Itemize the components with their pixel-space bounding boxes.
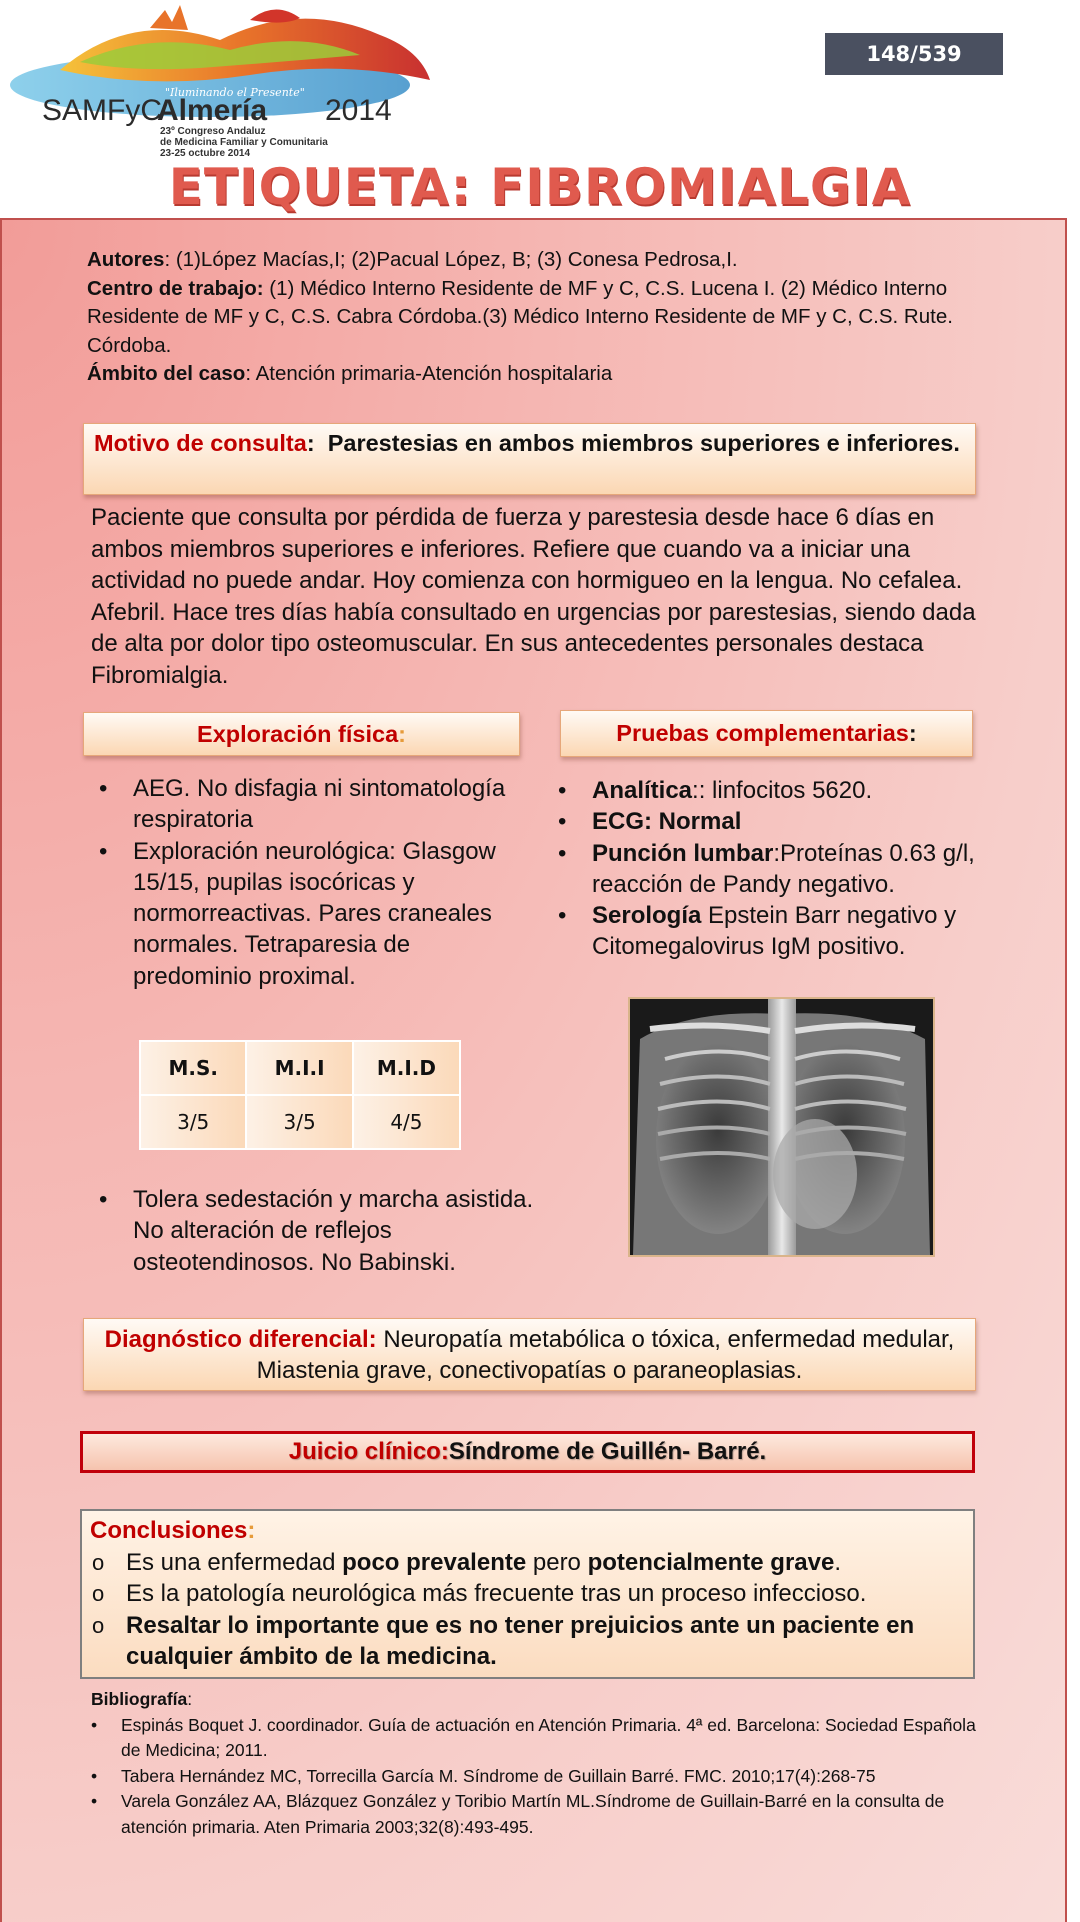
pruebas-list	[556, 775, 1006, 963]
pruebas-heading-sep: :	[908, 720, 917, 746]
motivo-sep: :	[306, 430, 315, 456]
page-counter: 148/539	[825, 33, 1003, 75]
exploracion-heading	[83, 712, 520, 756]
list-item	[556, 900, 1006, 963]
table-header-mii: M.I.I	[246, 1041, 352, 1095]
logo-congress-line2: de Medicina Familiar y Comunitaria	[160, 137, 328, 148]
table-cell: 3/5	[246, 1095, 352, 1149]
motivo-box	[83, 423, 976, 495]
text-bold: poco prevalente	[342, 1548, 527, 1576]
logo-congress-line1: 23º Congreso Andaluz	[160, 126, 266, 137]
pruebas-item-label: Analítica	[592, 777, 693, 804]
page-title: ETIQUETA: FIBROMIALGIA	[168, 158, 912, 216]
motivo-label: Motivo de consulta	[94, 430, 307, 456]
conclusiones-title	[90, 1515, 965, 1547]
list-item	[556, 806, 1006, 837]
pruebas-item-label: ECG: Normal	[592, 808, 742, 836]
list-item: o Es la patología neurológica más frecuente tras un proceso infeccioso.	[90, 1578, 965, 1610]
logo-tagline: "Iluminando el Presente"	[165, 86, 305, 99]
table-cell: 4/5	[353, 1095, 460, 1149]
logo-congress-dates: 23-25 octubre 2014	[160, 148, 251, 159]
case-description: Paciente que consulta por pérdida de fuerza y parestesia desde hace 6 días en ambos miembros superiores e inferiores. Refiere que cuando va a iniciar una actividad no puede andar. Hoy comienza con hormigueo en la lengua. No cefalea. Afebril. Hace tres días había consultado en urgencias por parestesias, siendo dada de alta por dolor tipo osteomuscular. En sus antecedentes personales destaca Fibromialgia.	[91, 504, 976, 689]
list-item: • AEG. No disfagia ni sintomatología respiratoria	[97, 773, 527, 836]
centro-label: Centro de trabajo:	[87, 276, 264, 300]
list-item	[556, 775, 1006, 806]
pruebas-item-text: :Proteínas 0.63 g/l, reacción de Pandy negativo.	[592, 839, 975, 898]
conclusiones-title-text: Conclusiones	[90, 1517, 248, 1544]
table-header-mid: M.I.D	[353, 1041, 460, 1095]
pruebas-item-text: :: linfocitos 5620.	[692, 777, 873, 804]
strength-table	[139, 1040, 461, 1150]
logo-brand-year: 2014	[325, 94, 392, 127]
text-part: Es una enfermedad	[126, 1548, 343, 1576]
logo-brand-city: Almería	[157, 94, 268, 127]
diagnostico-value: Neuropatía metabólica o tóxica, enfermedad medular, Miastenia grave, conectivopatías o paraneoplasias.	[256, 1326, 955, 1384]
text-bold: potencialmente grave	[587, 1548, 835, 1576]
pruebas-item-label: Punción lumbar	[592, 839, 774, 867]
ambito-value: : Atención primaria-Atención hospitalaria	[245, 362, 613, 385]
list-item	[90, 1610, 965, 1673]
exploracion-heading-sep: :	[398, 720, 406, 747]
diagnostico-box	[83, 1318, 976, 1391]
conclusiones-list	[90, 1547, 965, 1673]
text-bold: Resaltar lo importante que es no tener prejuicios ante un paciente en cualquier ámbito de la medicina.	[126, 1611, 915, 1670]
exploracion-heading-text: Exploración física	[197, 720, 399, 747]
bibliografia	[91, 1687, 991, 1840]
congress-logo	[0, 0, 450, 165]
juicio-value: Síndrome de Guillén- Barré.	[448, 1438, 767, 1465]
list-item	[90, 1547, 965, 1579]
list-item: • Espinás Boquet J. coordinador. Guía de actuación en Atención Primaria. 4ª ed. Barcelona: Sociedad Española de Medicina; 2011.	[91, 1713, 991, 1764]
text-part: pero	[526, 1548, 588, 1576]
centro-value: (1) Médico Interno Residente de MF y C, C.S. Lucena I. (2) Médico Interno Residente de MF y C, C.S. Cabra Córdoba.(3) Médico Interno Residente de MF y C, C.S. Rute. Córdoba.	[87, 276, 953, 357]
bibliografia-label-sep: :	[187, 1689, 193, 1709]
autores-label: Autores	[87, 248, 165, 271]
list-item: • Varela González AA, Blázquez González y Toribio Martín ML.Síndrome de Guillain-Barré en la consulta de atención primaria. Aten Primaria 2003;32(8):493-495.	[91, 1789, 991, 1840]
chest-xray-image	[628, 997, 935, 1257]
autores-value: : (1)López Macías,I; (2)Pacual López, B; (3) Conesa Pedrosa,I.	[164, 248, 738, 271]
pruebas-item-text: Epstein Barr negativo y Citomegalovirus IgM positivo.	[592, 902, 957, 961]
list-item: • Tabera Hernández MC, Torrecilla García M. Síndrome de Guillain Barré. FMC. 2010;17(4):268-75	[91, 1764, 991, 1790]
authors-block	[87, 246, 987, 389]
motivo-value: Parestesias en ambos miembros superiores e inferiores.	[327, 430, 960, 456]
pruebas-heading-text: Pruebas complementarias	[616, 720, 909, 746]
juicio-label: Juicio clínico:	[288, 1438, 449, 1465]
logo-brand-prefix: SAMFyC	[42, 94, 162, 127]
text-part: .	[834, 1548, 841, 1576]
pruebas-heading	[560, 710, 973, 757]
bibliografia-list	[91, 1713, 991, 1841]
bibliografia-label: Bibliografía	[91, 1689, 188, 1709]
table-header-ms: M.S.	[140, 1041, 246, 1095]
exploracion-list	[97, 773, 527, 992]
pruebas-item-label: Serología	[592, 902, 702, 930]
conclusiones-box	[80, 1509, 975, 1679]
list-item	[556, 838, 1006, 901]
ambito-label: Ámbito del caso	[87, 362, 246, 385]
list-item: • Tolera sedestación y marcha asistida. No alteración de reflejos osteotendinosos. No Babinski.	[97, 1184, 537, 1278]
table-cell: 3/5	[140, 1095, 246, 1149]
diagnostico-label: Diagnóstico diferencial:	[104, 1326, 377, 1353]
juicio-box	[80, 1431, 975, 1473]
exploracion-list-2	[97, 1184, 537, 1278]
conclusiones-title-sep: :	[247, 1517, 256, 1544]
list-item: • Exploración neurológica: Glasgow 15/15, pupilas isocóricas y normorreactivas. Pares craneales normales. Tetraparesia de predominio proximal.	[97, 836, 527, 992]
